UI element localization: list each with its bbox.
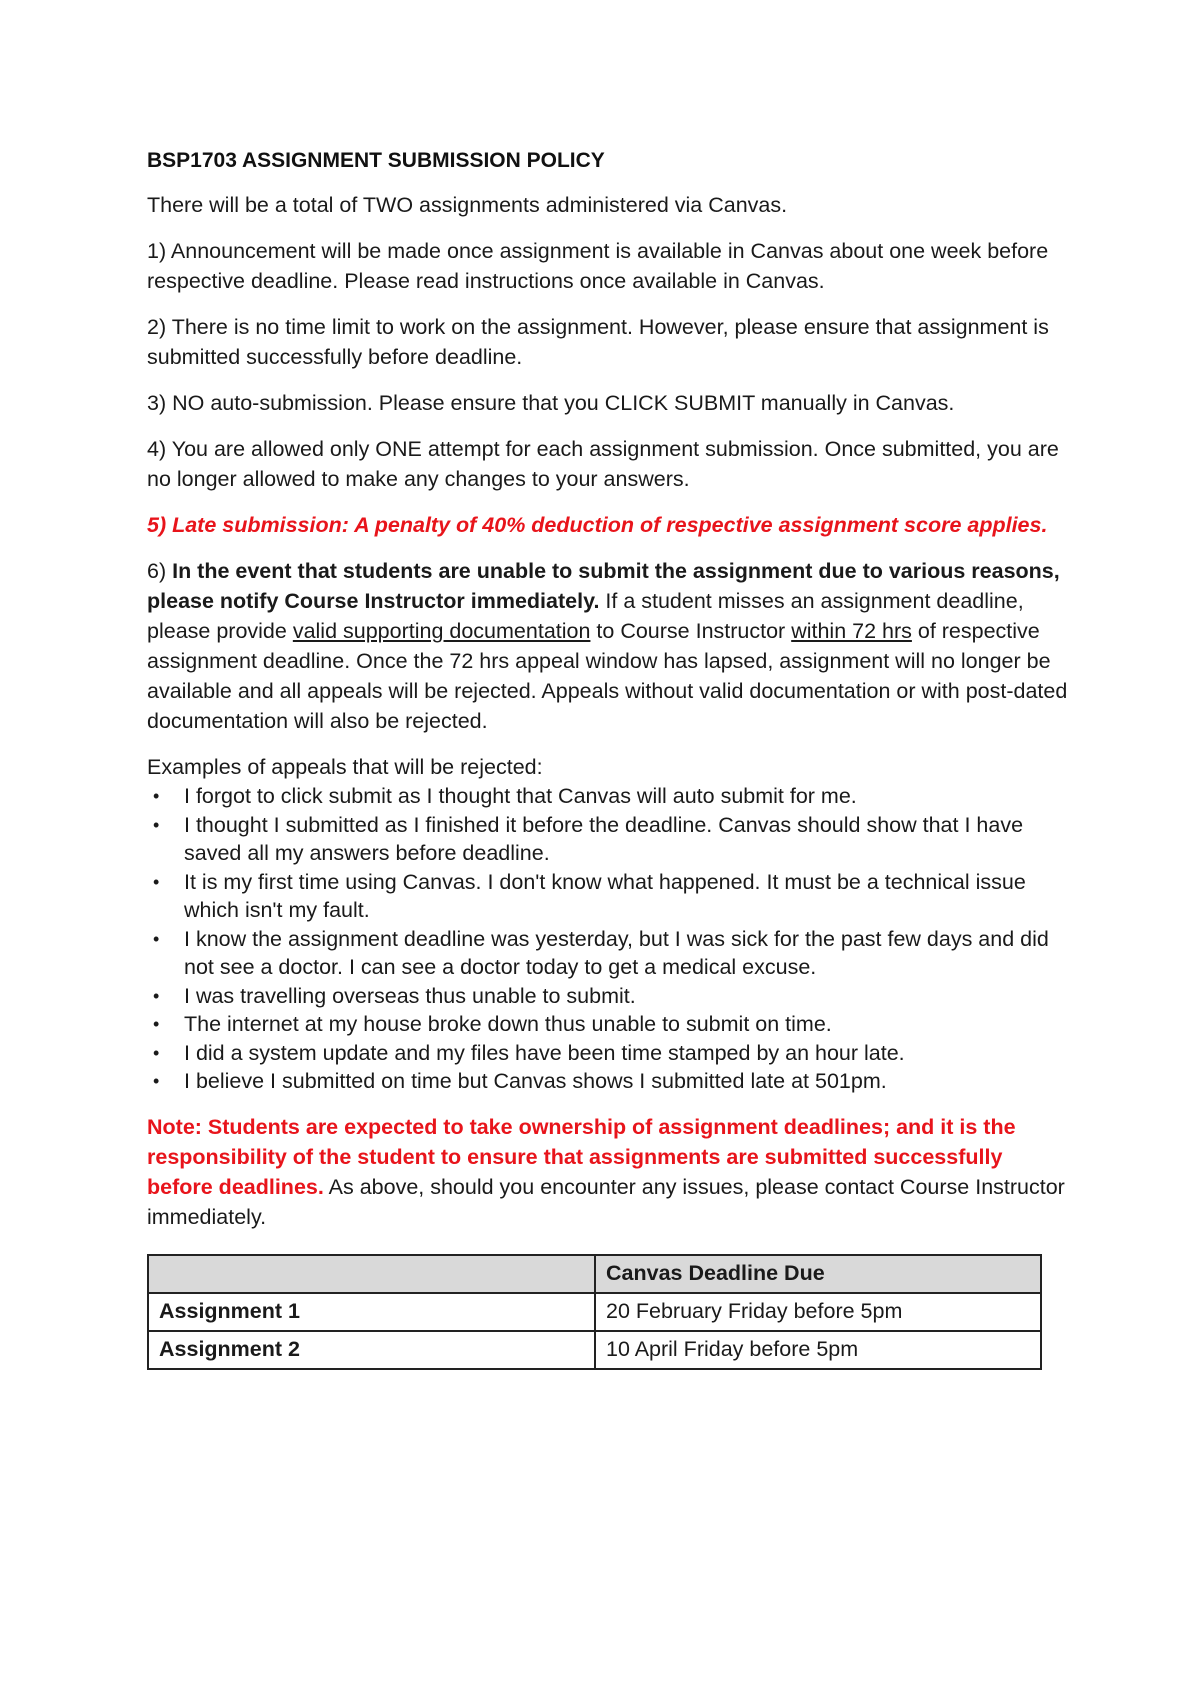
examples-intro: Examples of appeals that will be rejected: [147,755,543,779]
point-6-number: 6) [147,559,173,583]
bullet-icon: • [153,985,160,1006]
policy-point-5-late-penalty: 5) Late submission: A penalty of 40% deduction of respective assignment score applies. [147,513,1048,537]
intro-paragraph: There will be a total of TWO assignments administered via Canvas. [147,193,788,217]
assignment-label: Assignment 2 [148,1331,595,1369]
rejected-appeals-list [147,782,1072,1096]
list-item: • The internet at my house broke down thus unable to submit on time. [147,1010,1072,1039]
point-6-underline-72hrs: within 72 hrs [791,619,912,643]
assignment-label: Assignment 1 [148,1293,595,1331]
list-item: • I was travelling overseas thus unable to submit. [147,982,1072,1011]
page-title: BSP1703 ASSIGNMENT SUBMISSION POLICY [147,149,605,172]
list-item: • I thought I submitted as I finished it before the deadline. Canvas should show that I have saved all my answers before deadline. [153,812,1024,865]
point-6-text-a: If a student misses an assignment deadline, please provide [147,589,1024,643]
policy-point-4: 4) You are allowed only ONE attempt for each assignment submission. Once submitted, you are no longer allowed to make any changes to your answers. [147,437,1059,491]
bullet-icon: • [153,814,160,835]
note-text: As above, should you encounter any issues, please contact Course Instructor immediately. [147,1174,1065,1229]
policy-point-6 [147,556,1072,736]
bullet-icon: • [153,1042,160,1063]
bullet-icon: • [153,1071,160,1091]
policy-document [147,140,1072,1370]
assignment-deadline: 10 April Friday before 5pm [595,1331,1041,1369]
table-row [148,1293,1041,1331]
list-item: • I know the assignment deadline was yesterday, but I was sick for the past few days and did not see a doctor. I can see a doctor today to get a medical excuse. [153,926,1049,979]
table-row [148,1331,1041,1369]
bullet-icon: • [153,928,160,949]
policy-point-1: 1) Announcement will be made once assignment is available in Canvas about one week before respective deadline. Please read instructions once available in Canvas. [147,239,1049,293]
policy-point-3: 3) NO auto-submission. Please ensure that you CLICK SUBMIT manually in Canvas. [147,391,955,415]
list-item: • I did a system update and my files have been time stamped by an hour late. [147,1039,1072,1068]
policy-point-2: 2) There is no time limit to work on the assignment. However, please ensure that assignment is submitted successfully before deadline. [147,315,1049,369]
note-bold-red: Note: Students are expected to take ownership of assignment deadlines; and it is the responsibility of the student to ensure that assignments are submitted successfully before deadlines. [147,1114,1016,1199]
point-6-text-b: to Course Instructor [590,619,792,643]
table-header-deadline: Canvas Deadline Due [595,1255,1041,1293]
point-6-text-c: of respective assignment deadline. Once the 72 hrs appeal window has lapsed, assignment will no longer be available and all appeals will be rejected. Appeals without valid documentation or with post-dated documentation will also be rejected. [147,619,1068,733]
bullet-icon: • [153,871,160,892]
bullet-icon: • [153,786,160,806]
point-6-bold-text: In the event that students are unable to submit the assignment due to various reasons, please notify Course Instructor immediately. [147,559,1060,613]
deadline-table [147,1254,1042,1370]
list-item: • I forgot to click submit as I thought that Canvas will auto submit for me. [147,782,1072,811]
table-header-blank [148,1255,595,1293]
list-item: • I believe I submitted on time but Canvas shows I submitted late at 501pm. [147,1067,1072,1096]
list-item: • It is my first time using Canvas. I don't know what happened. It must be a technical issue which isn't my fault. [153,869,1026,922]
bullet-icon: • [153,1014,160,1034]
point-6-underline-documentation: valid supporting documentation [292,619,591,643]
assignment-deadline: 20 February Friday before 5pm [595,1293,1041,1331]
note-paragraph [147,1112,1072,1232]
table-header-row [148,1255,1041,1293]
